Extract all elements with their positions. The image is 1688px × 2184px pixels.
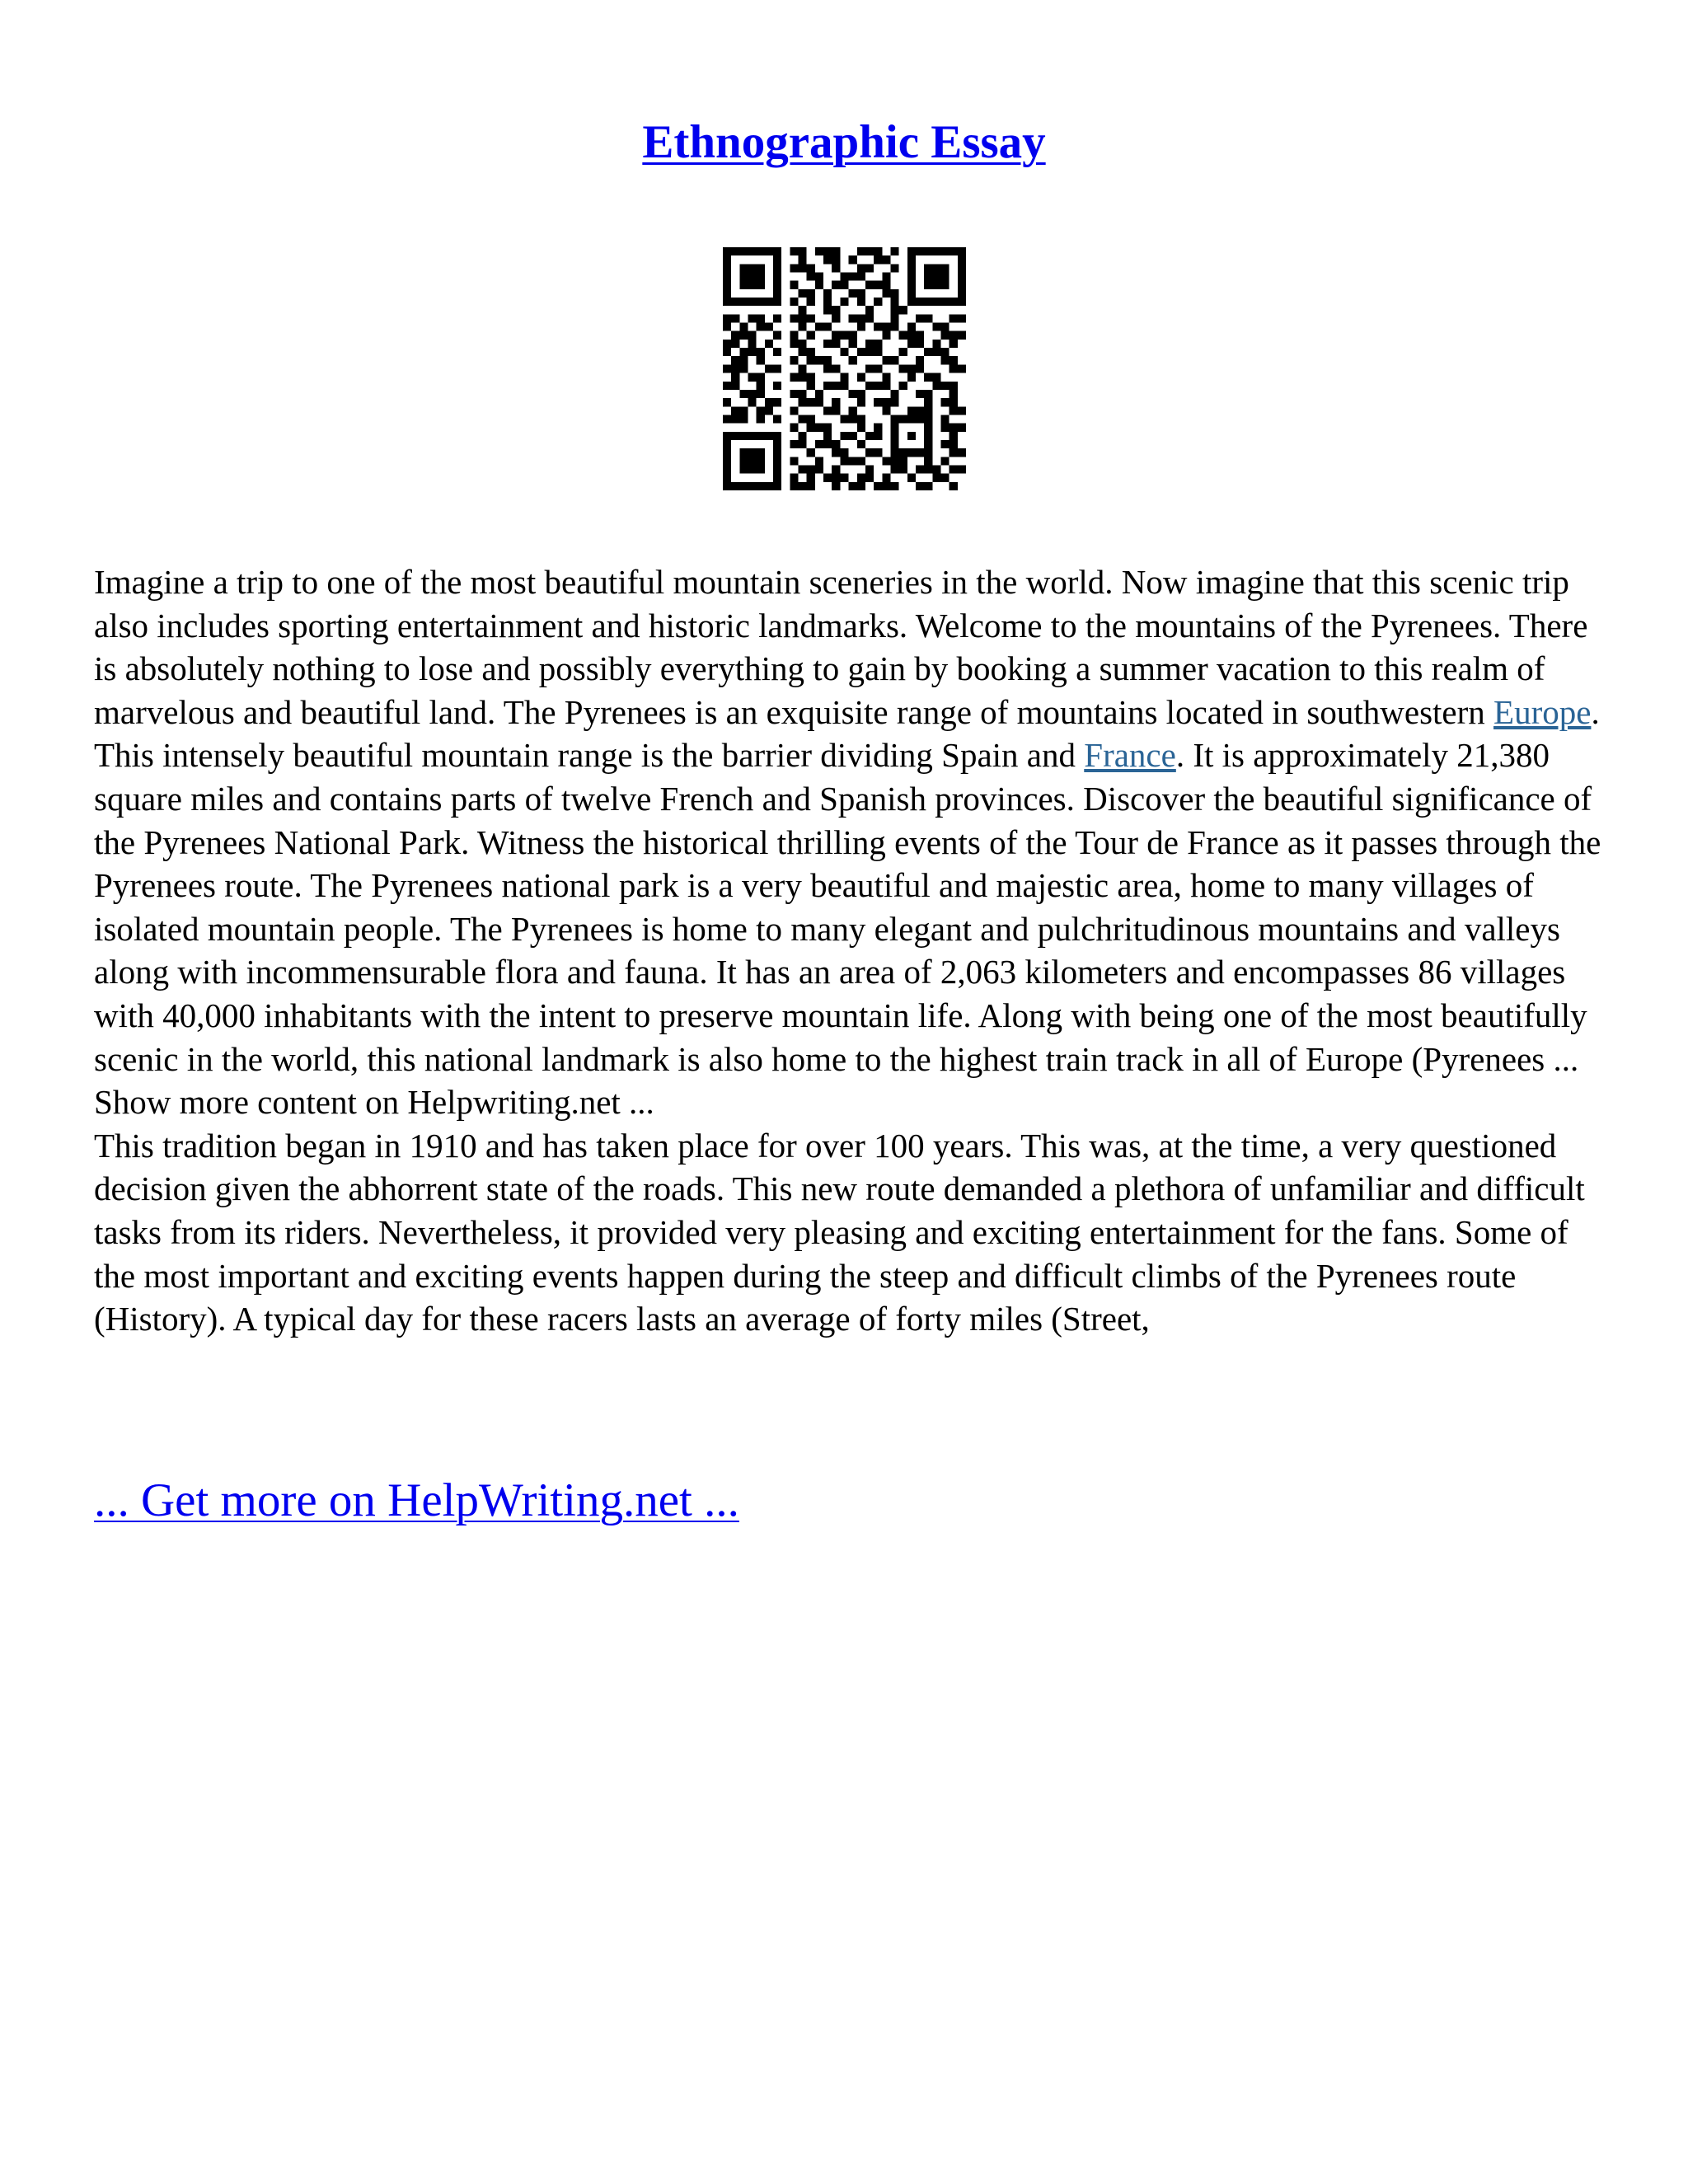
essay-paragraph-2: This tradition began in 1910 and has taken place for over 100 years. This was, at the time, a very questioned decision given the abhorrent state of the roads. This new route demanded a plethora of unfamiliar and difficult tasks from its riders. Nevertheless, it provided very pleasing and exciting entertainment for the fans. Some of the most important and exciting events happen during the steep and difficult climbs of the Pyrenees route (History). A typical day for these racers lasts an average of forty miles (Street, <box>94 1126 1585 1338</box>
france-link[interactable]: France <box>1084 736 1176 775</box>
paragraph-1-text-c: . It is approximately 21,380 square miles and contains parts of twelve French and Spanish provinces. Discover the beautiful significance of the Pyrenees National Park. Witness the historical thrilling events of the Tour de France as it passes through the Pyrenees route. The Pyrenees national park is a very beautiful and majestic area, home to many villages of isolated mountain people. The Pyrenees is home to many elegant and pulchritudinous mountains and valleys along with incommensurable flora and fauna. It has an area of 2,063 kilometers and encompasses 86 villages with 40,000 inhabitants with the intent to preserve mountain life. Along with being one of the most beautifully scenic in the world, this national landmark is also home to the highest train track in all of Europe (Pyrenees ... Show more content on Helpwriting.net ... <box>94 736 1601 1122</box>
paragraph-1-text-b: . This intensely beautiful mountain range is the barrier dividing Spain and <box>94 692 1600 775</box>
document-title <box>0 114 1688 171</box>
title-link[interactable]: Ethnographic Essay <box>642 116 1046 168</box>
qr-code-icon <box>723 247 966 490</box>
europe-link[interactable]: Europe <box>1493 692 1592 731</box>
get-more-link[interactable]: ... Get more on HelpWriting.net ... <box>94 1474 739 1526</box>
essay-body <box>94 560 1602 1341</box>
paragraph-1-text-a: Imagine a trip to one of the most beautiful mountain sceneries in the world. Now imagine that this scenic trip also includes sporting entertainment and historic landmarks. Welcome to the mountains of the Pyrenees. There is absolutely nothing to lose and possibly everything to gain by booking a summer vacation to this realm of marvelous and beautiful land. The Pyrenees is an exquisite range of mountains located in southwestern <box>94 563 1588 731</box>
get-more-container <box>94 1472 739 1530</box>
essay-paragraph-1 <box>94 560 1602 1124</box>
